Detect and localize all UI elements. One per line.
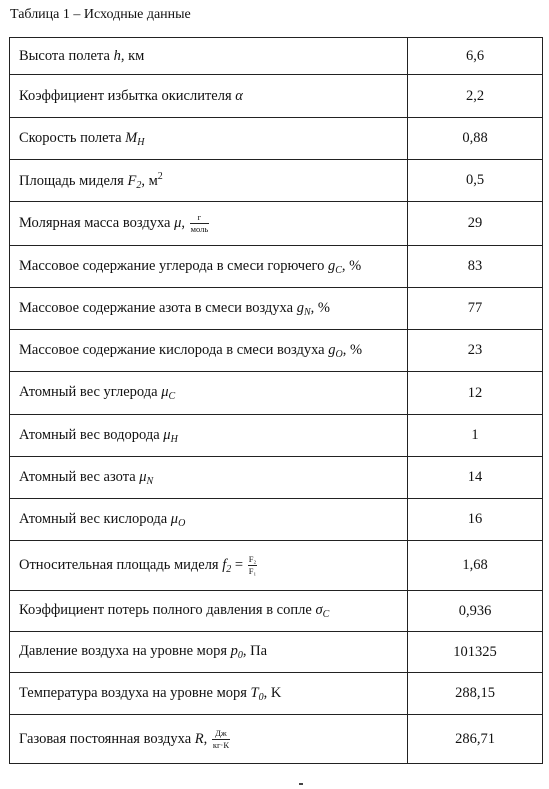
parameter-label: Давление воздуха на уровне моря [19, 643, 231, 659]
parameter-unit: , Па [242, 643, 268, 659]
parameter-value-cell: 101325 [408, 632, 543, 673]
parameter-unit: , м [141, 172, 158, 189]
table-row [10, 75, 543, 118]
parameter-value-cell: 12 [408, 372, 543, 415]
parameter-name-cell [10, 541, 408, 591]
parameter-value-cell: 6,6 [408, 38, 543, 75]
parameter-value-cell: 1,68 [408, 541, 543, 591]
symbol-subscript: 0 [258, 691, 264, 703]
parameter-symbol: h [113, 47, 121, 64]
unit-fraction [190, 213, 210, 234]
parameter-unit: , K [263, 684, 282, 701]
symbol-subscript: 2 [226, 563, 232, 575]
symbol-subscript: H [137, 136, 145, 148]
parameter-symbol: M [125, 129, 138, 146]
parameter-symbol: α [235, 87, 243, 104]
parameter-symbol: T [250, 684, 259, 701]
table-row [10, 160, 543, 202]
parameter-value-cell: 83 [408, 246, 543, 288]
symbol-subscript: C [168, 391, 176, 402]
table-body [10, 38, 543, 764]
unit-fraction [248, 555, 258, 576]
parameter-unit: , % [341, 257, 362, 274]
parameter-symbol: μ [139, 468, 147, 485]
parameter-unit: , [181, 214, 189, 231]
fraction-denominator: F₁ [248, 566, 257, 576]
parameter-name-cell [10, 75, 408, 118]
parameter-name-cell [10, 246, 408, 288]
parameter-name-cell [10, 160, 408, 202]
parameter-symbol: μ [163, 426, 171, 443]
parameter-unit: , % [342, 341, 363, 358]
fraction-numerator: F₂ [248, 554, 257, 564]
table-row [10, 288, 543, 330]
parameter-label: Площадь миделя [19, 172, 128, 189]
table-row [10, 246, 543, 288]
parameter-name-cell [10, 715, 408, 764]
parameter-symbol: p [230, 643, 238, 659]
page-mark [299, 783, 303, 785]
symbol-subscript: O [178, 517, 186, 529]
parameter-symbol: μ [161, 384, 169, 400]
symbol-subscript: 2 [136, 179, 142, 191]
parameter-label: Атомный вес углерода [19, 384, 162, 400]
fraction-denominator: моль [190, 224, 209, 234]
parameter-label: Коэффициент избытка окислителя [19, 87, 236, 104]
parameter-symbol: f [222, 556, 227, 573]
parameter-symbol: g [328, 341, 336, 358]
table-row [10, 202, 543, 246]
symbol-subscript: C [335, 264, 342, 276]
parameter-label: Массовое содержание азота в смеси воздуха [19, 299, 297, 316]
table-row [10, 541, 543, 591]
parameter-value-cell: 14 [408, 457, 543, 499]
parameter-symbol: g [327, 257, 336, 274]
parameter-value-cell: 77 [408, 288, 543, 330]
table-row [10, 415, 543, 457]
parameter-symbol: μ [174, 214, 182, 231]
parameter-label: Атомный вес азота [19, 468, 140, 485]
table-row [10, 330, 543, 372]
parameter-value-cell: 29 [408, 202, 543, 246]
parameter-symbol: F [127, 172, 137, 189]
parameter-value-cell: 1 [408, 415, 543, 457]
table-row [10, 372, 543, 415]
table-row [10, 591, 543, 632]
parameter-label: Молярная масса воздуха [19, 214, 175, 231]
parameter-value-cell: 286,71 [408, 715, 543, 764]
parameter-symbol: σ [315, 602, 323, 618]
unit-fraction [212, 729, 230, 750]
symbol-subscript: N [303, 306, 311, 318]
parameter-unit: = [231, 556, 247, 573]
parameter-label: Атомный вес кислорода [19, 510, 171, 527]
parameter-value-cell: 0,88 [408, 118, 543, 160]
symbol-subscript: C [322, 609, 330, 620]
parameter-name-cell [10, 38, 408, 75]
parameter-value-cell: 2,2 [408, 75, 543, 118]
parameter-value-cell: 0,5 [408, 160, 543, 202]
parameter-symbol: g [296, 299, 304, 316]
fraction-numerator: Дж [212, 729, 230, 740]
table-row [10, 673, 543, 715]
symbol-subscript: N [146, 475, 154, 487]
parameter-label: Скорость полета [19, 129, 126, 146]
parameter-name-cell [10, 457, 408, 499]
unit-superscript: 2 [157, 170, 163, 182]
table-row [10, 632, 543, 673]
parameter-name-cell [10, 330, 408, 372]
parameter-symbol: μ [170, 510, 179, 527]
table-row [10, 715, 543, 764]
parameter-name-cell [10, 415, 408, 457]
parameter-value-cell: 0,936 [408, 591, 543, 632]
parameter-value-cell: 23 [408, 330, 543, 372]
parameter-label: Температура воздуха на уровне моря [19, 684, 251, 701]
parameter-label: Относительная площадь миделя [19, 556, 223, 573]
symbol-subscript: O [335, 348, 343, 360]
symbol-subscript: 0 [237, 650, 243, 661]
fraction-numerator: г [190, 213, 210, 224]
parameter-name-cell [10, 202, 408, 246]
parameter-name-cell [10, 372, 408, 415]
table-caption: Таблица 1 – Исходные данные [10, 7, 191, 22]
parameter-unit: , [203, 730, 211, 747]
parameter-name-cell [10, 499, 408, 541]
parameter-value-cell: 16 [408, 499, 543, 541]
parameter-name-cell [10, 118, 408, 160]
parameter-label: Атомный вес водорода [19, 426, 164, 443]
table-row [10, 38, 543, 75]
parameter-label: Газовая постоянная воздуха [19, 730, 195, 747]
table-row [10, 118, 543, 160]
parameter-label: Массовое содержание кислорода в смеси воздуха [19, 341, 329, 358]
parameter-name-cell [10, 673, 408, 715]
parameter-label: Высота полета [19, 47, 114, 64]
parameter-value-cell: 288,15 [408, 673, 543, 715]
table-row [10, 457, 543, 499]
parameter-unit: , % [310, 299, 330, 316]
parameter-name-cell [10, 632, 408, 673]
fraction-denominator: кг·К [212, 739, 230, 750]
parameter-name-cell [10, 288, 408, 330]
table-row [10, 499, 543, 541]
parameter-name-cell [10, 591, 408, 632]
symbol-subscript: H [170, 433, 178, 445]
parameter-label: Коэффициент потерь полного давления в сопле [19, 602, 316, 618]
parameter-unit: , км [120, 47, 145, 64]
parameter-symbol: R [194, 730, 204, 747]
source-data-table [9, 37, 543, 764]
parameter-label: Массовое содержание углерода в смеси горючего [19, 257, 328, 274]
